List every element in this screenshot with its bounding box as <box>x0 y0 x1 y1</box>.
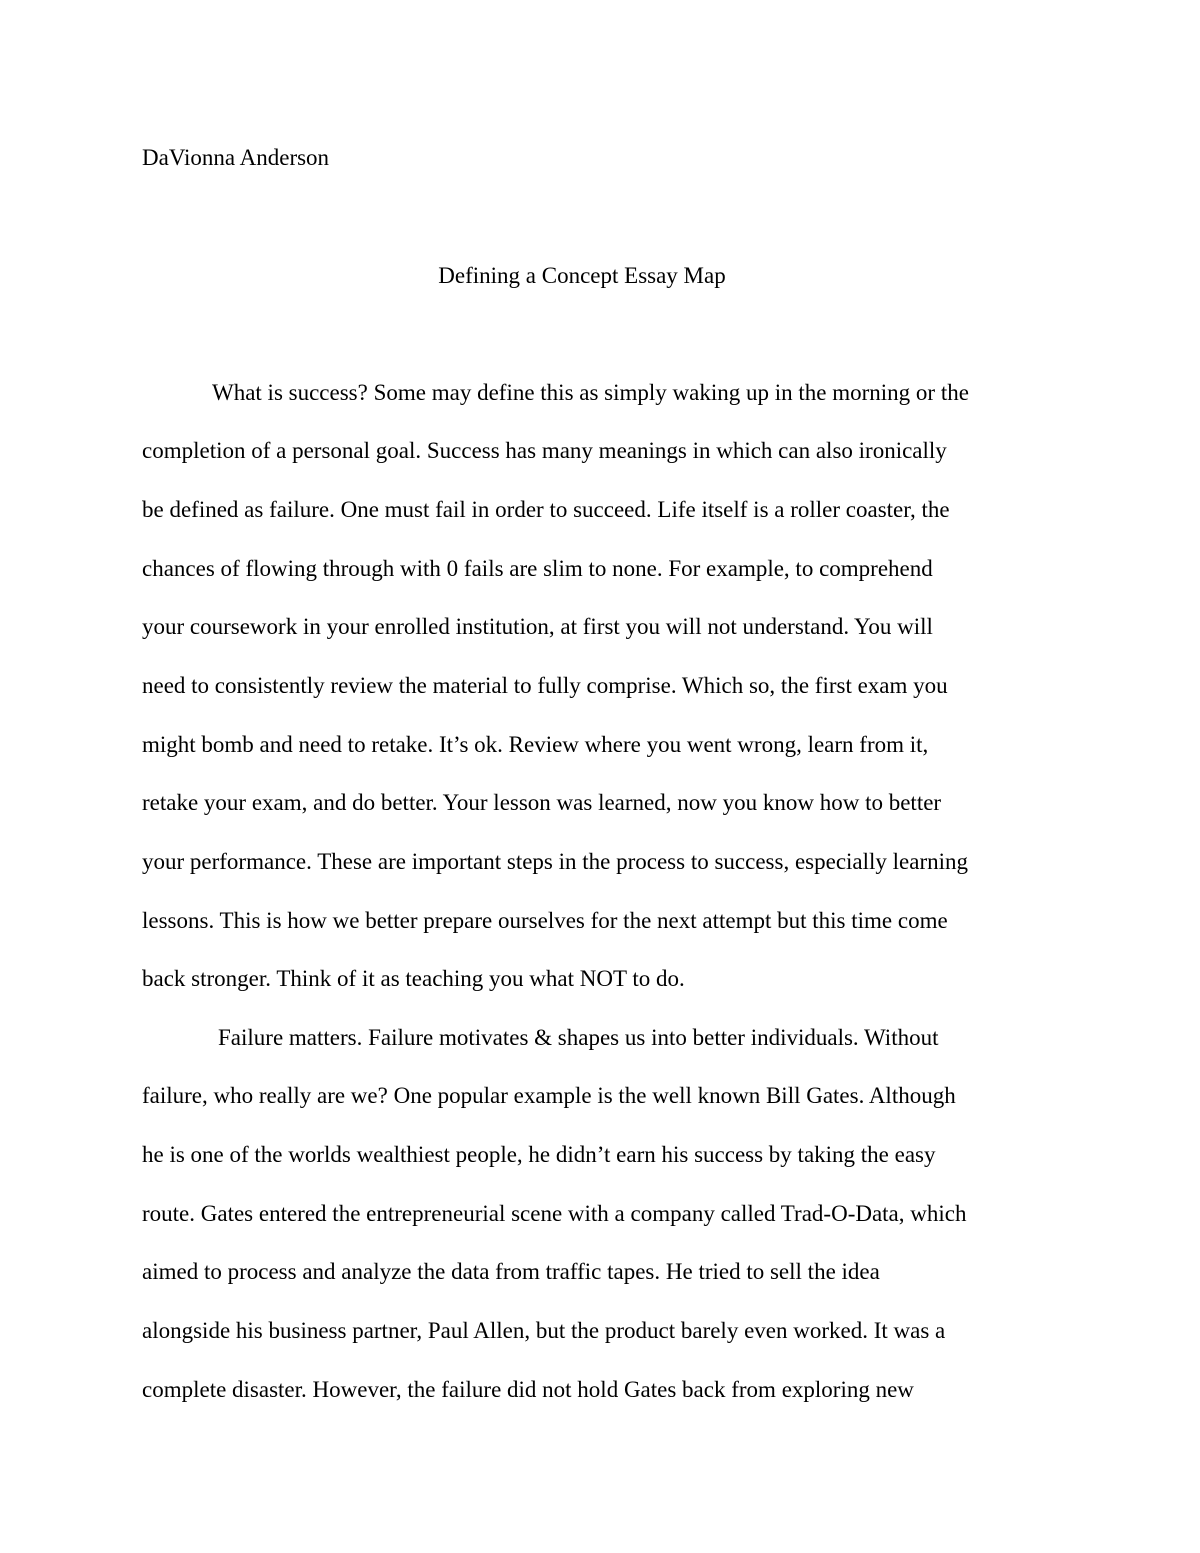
text-line: failure, who really are we? One popular example is the well known Bill Gates. Although <box>142 1083 956 1108</box>
text-line: chances of flowing through with 0 fails are slim to none. For example, to comprehend <box>142 556 933 581</box>
text-line: Failure matters. Failure motivates & shapes us into better individuals. Without <box>218 1025 939 1050</box>
text-line: might bomb and need to retake. It’s ok. Review where you went wrong, learn from it, <box>142 732 929 757</box>
text-line: aimed to process and analyze the data from traffic tapes. He tried to sell the idea <box>142 1259 880 1284</box>
text-line: he is one of the worlds wealthiest people, he didn’t earn his success by taking the easy <box>142 1142 936 1167</box>
text-line: complete disaster. However, the failure did not hold Gates back from exploring new <box>142 1377 914 1402</box>
text-line: back stronger. Think of it as teaching you what NOT to do. <box>142 966 685 991</box>
author-name: DaVionna Anderson <box>142 145 330 170</box>
text-line: your coursework in your enrolled institution, at first you will not understand. You will <box>142 614 933 639</box>
text-line: completion of a personal goal. Success has many meanings in which can also ironically <box>142 438 947 463</box>
text-line: need to consistently review the material to fully comprise. Which so, the first exam you <box>142 673 948 698</box>
text-line: lessons. This is how we better prepare ourselves for the next attempt but this time come <box>142 908 948 933</box>
text-line: What is success? Some may define this as simply waking up in the morning or the <box>212 380 969 405</box>
text-line: be defined as failure. One must fail in order to succeed. Life itself is a roller coaster, the <box>142 497 950 522</box>
essay-title: Defining a Concept Essay Map <box>438 263 726 288</box>
text-line: route. Gates entered the entrepreneurial scene with a company called Trad-O-Data, which <box>142 1201 967 1226</box>
text-line: alongside his business partner, Paul Allen, but the product barely even worked. It was a <box>142 1318 946 1343</box>
text-line: your performance. These are important steps in the process to success, especially learning <box>142 849 969 874</box>
text-line: retake your exam, and do better. Your lesson was learned, now you know how to better <box>142 790 942 815</box>
